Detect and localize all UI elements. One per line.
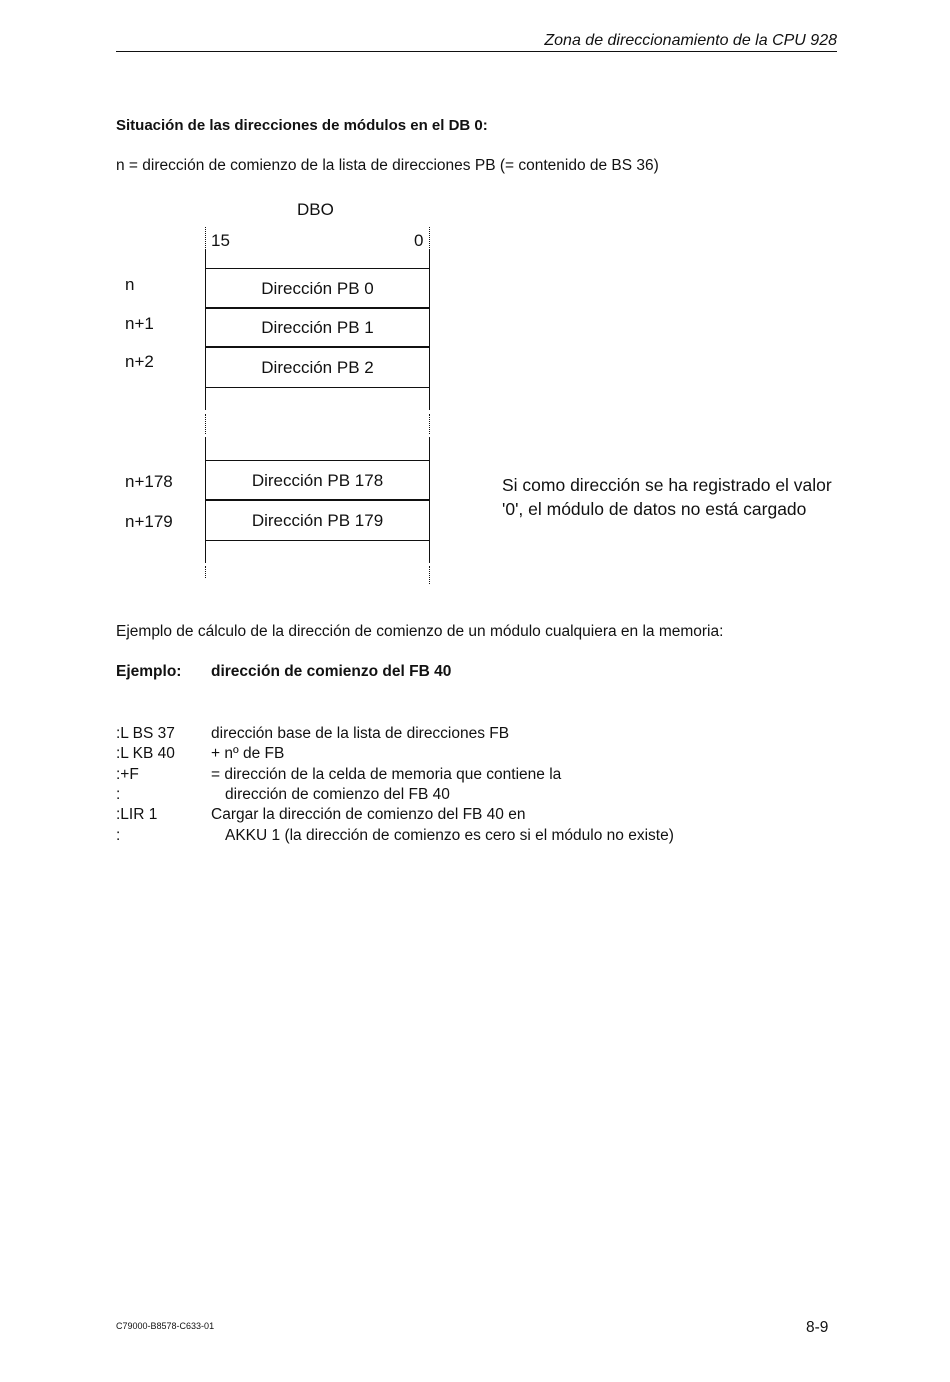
left-side-line (205, 250, 206, 269)
bottom-left-dots (205, 566, 206, 578)
page-number: 8-9 (806, 1319, 829, 1336)
example-title: dirección de comienzo del FB 40 (211, 663, 452, 680)
bottom-right-line (429, 541, 430, 563)
example-intro: Ejemplo de cálculo de la dirección de comienzo de un módulo cualquiera en la memoria: (116, 623, 724, 640)
diagram-note: Si como dirección se ha registrado el valor '0', el módulo de datos no está cargado (502, 475, 832, 519)
right-tick-top (429, 227, 430, 250)
right-side-line (429, 250, 430, 269)
cell-label: Dirección PB 178 (251, 471, 384, 490)
code-op: : (116, 827, 121, 844)
cell-label: Dirección PB 0 (261, 279, 374, 298)
section-intro: n = dirección de comienzo de la lista de direcciones PB (= contenido de BS 36) (116, 157, 659, 174)
cell-label: Dirección PB 1 (261, 318, 374, 337)
document-code: C79000-B8578-C633-01 (116, 1321, 215, 1331)
cell-label: Dirección PB 2 (261, 358, 374, 377)
cell-pb-179 (205, 499, 430, 541)
offset-label: n (125, 275, 135, 294)
code-desc: + nº de FB (211, 745, 285, 762)
offset-label: n+178 (125, 472, 173, 491)
offset-label: n+179 (125, 512, 173, 531)
code-desc: dirección base de la lista de direcciones FB (211, 725, 510, 742)
example-label: Ejemplo: (116, 663, 182, 680)
bottom-left-line (205, 541, 206, 563)
gap-right-line (429, 388, 430, 410)
gap-left-line-2 (205, 437, 206, 461)
code-op: :L KB 40 (116, 745, 175, 762)
code-op: :LIR 1 (116, 806, 158, 823)
bit-low-label: 0 (414, 231, 424, 250)
left-tick-top (205, 227, 206, 250)
gap-right-line-2 (429, 437, 430, 461)
page-header-title: Zona de direccionamiento de la CPU 928 (544, 32, 837, 49)
cell-pb-2 (205, 346, 430, 388)
cell-pb-0 (205, 268, 430, 309)
gap-left-dots (205, 414, 206, 434)
code-desc: = dirección de la celda de memoria que contiene la (211, 766, 562, 783)
code-op: : (116, 786, 121, 803)
code-op: :+F (116, 766, 139, 783)
code-op: :L BS 37 (116, 725, 175, 742)
header-rule (116, 51, 837, 52)
cell-pb-1 (205, 307, 430, 348)
code-desc: dirección de comienzo del FB 40 (225, 786, 450, 803)
offset-label: n+2 (125, 352, 154, 371)
bottom-right-dots (429, 566, 430, 584)
bit-high-label: 15 (211, 231, 230, 250)
section-title: Situación de las direcciones de módulos en el DB 0: (116, 117, 488, 134)
offset-label: n+1 (125, 314, 154, 333)
code-desc: Cargar la dirección de comienzo del FB 40 en (211, 806, 526, 823)
db-label: DBO (297, 200, 334, 219)
cell-label: Dirección PB 179 (251, 511, 384, 530)
gap-right-dots (429, 414, 430, 434)
cell-pb-178 (205, 460, 430, 501)
code-desc: AKKU 1 (la dirección de comienzo es cero si el módulo no existe) (225, 827, 674, 844)
gap-left-line (205, 388, 206, 410)
